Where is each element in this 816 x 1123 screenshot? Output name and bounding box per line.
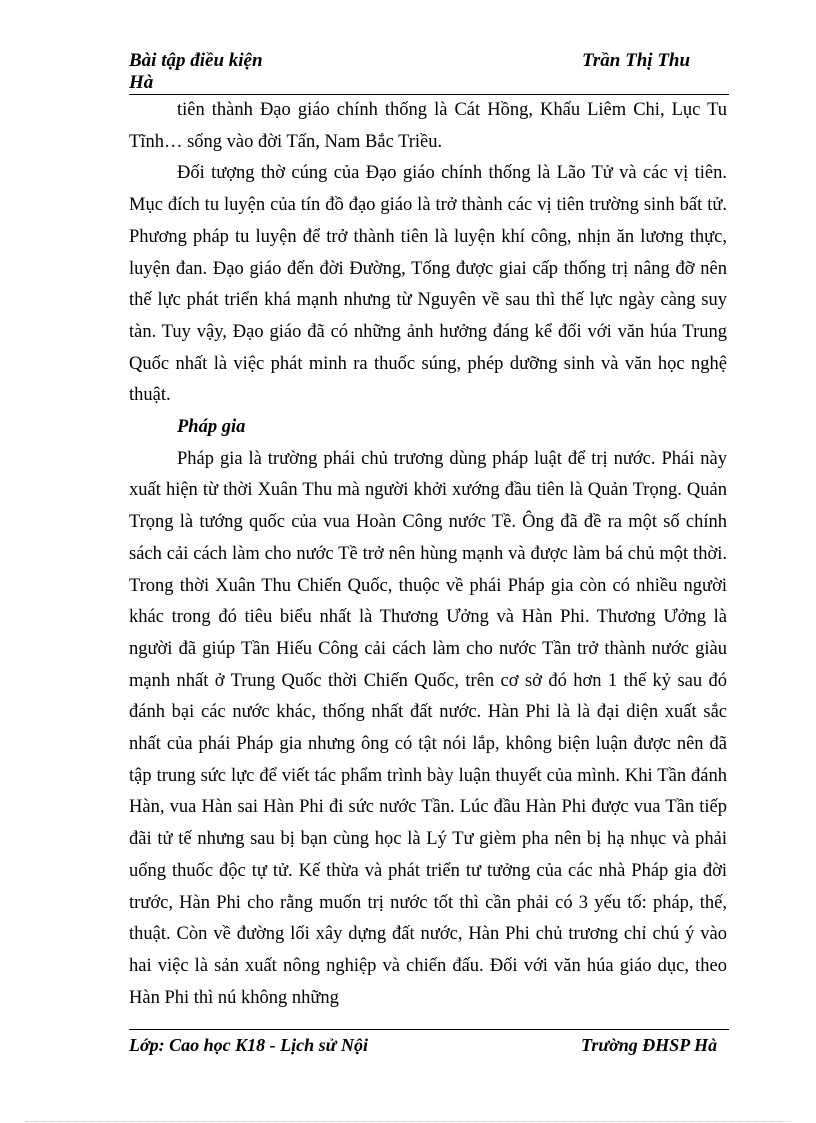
page-header (129, 50, 729, 94)
header-right-text: Trần Thị Thu (582, 50, 691, 71)
header-left-text: Bài tập điều kiện Hà (129, 50, 263, 93)
paragraph-3: Pháp gia là trường phái chủ trương dùng pháp luật để trị nước. Phái này xuất hiện từ thời Xuân Thu mà người khởi xướng đầu tiên là Quản Trọng. Quản Trọng là tướng quốc của vua Hoàn Công nước Tề. Ông đã đề ra một số chính sách cải cách làm cho nước Tề trở nên hùng mạnh và được làm bá chủ một thời. Trong thời Xuân Thu Chiến Quốc, thuộc về phái Pháp gia còn có nhiều người khác trong đó tiêu biểu nhất là Thương Ưởng và Hàn Phi. Thương Ưởng là người đã giúp Tần Hiếu Công cải cách làm cho nước Tần trở thành nước giàu mạnh nhất ở Trung Quốc thời Chiến Quốc, trên cơ sở đó hơn 1 thế kỷ sau đó đánh bại các nước khác, thống nhất đất nước. Hàn Phi là là đại diện xuất sắc nhất của phái Pháp gia nhưng ông có tật nói lắp, không biện luận được nên đã tập trung sức lực để viết tác phẩm trình bày luận thuyết của mình. Khi Tần đánh Hàn, vua Hàn sai Hàn Phi đi sức nước Tần. Lúc đầu Hàn Phi được vua Tần tiếp đãi tử tế nhưng sau bị bạn cùng học là Lý Tư gièm pha nên bị hạ nhục và phải uống thuốc độc tự tử. Kế thừa và phát triển tư tưởng của các nhà Pháp gia đời trước, Hàn Phi cho rằng muốn trị nước tốt thì cần phải có 3 yếu tố: pháp, thế, thuật. Còn về đường lối xây dựng đất nước, Hàn Phi chủ trương chỉ chú ý vào hai việc là sản xuất nông nghiệp và chiến đấu. Đối với văn húa giáo dục, theo Hàn Phi thì nú không những (129, 448, 727, 1008)
body-text (129, 95, 727, 1014)
page-footer (129, 1034, 729, 1078)
footer-right-text: Trường ĐHSP Hà (581, 1035, 718, 1055)
footer-divider (129, 1029, 729, 1030)
paragraph-1: tiên thành Đạo giáo chính thống là Cát Hồng, Khấu Liêm Chi, Lục Tu Tĩnh… sống vào đời Tấn, Nam Bắc Triều. (129, 100, 727, 152)
footer-left-text: Lớp: Cao học K18 - Lịch sử Nội (129, 1035, 368, 1055)
paragraph-2: Đối tượng thờ cúng của Đạo giáo chính thống là Lão Tử và các vị tiên. Mục đích tu luyện của tín đồ đạo giáo là trở thành các vị tiên trường sinh bất tử. Phương pháp tu luyện để trở thành tiên là luyện khí công, nhịn ăn lương thực, luyện đan. Đạo giáo đến đời Đường, Tống được giai cấp thống trị nâng đỡ nên thế lực phát triển khá mạnh nhưng từ Nguyên về sau thì thế lực ngày càng suy tàn. Tuy vậy, Đạo giáo đã có những ảnh hưởng đáng kể đối với văn húa Trung Quốc nhất là việc phát minh ra thuốc súng, phép dưỡng sinh và văn học nghệ thuật. (129, 163, 727, 406)
page-edge-divider (26, 1121, 790, 1122)
section-title: Pháp gia (177, 417, 246, 438)
